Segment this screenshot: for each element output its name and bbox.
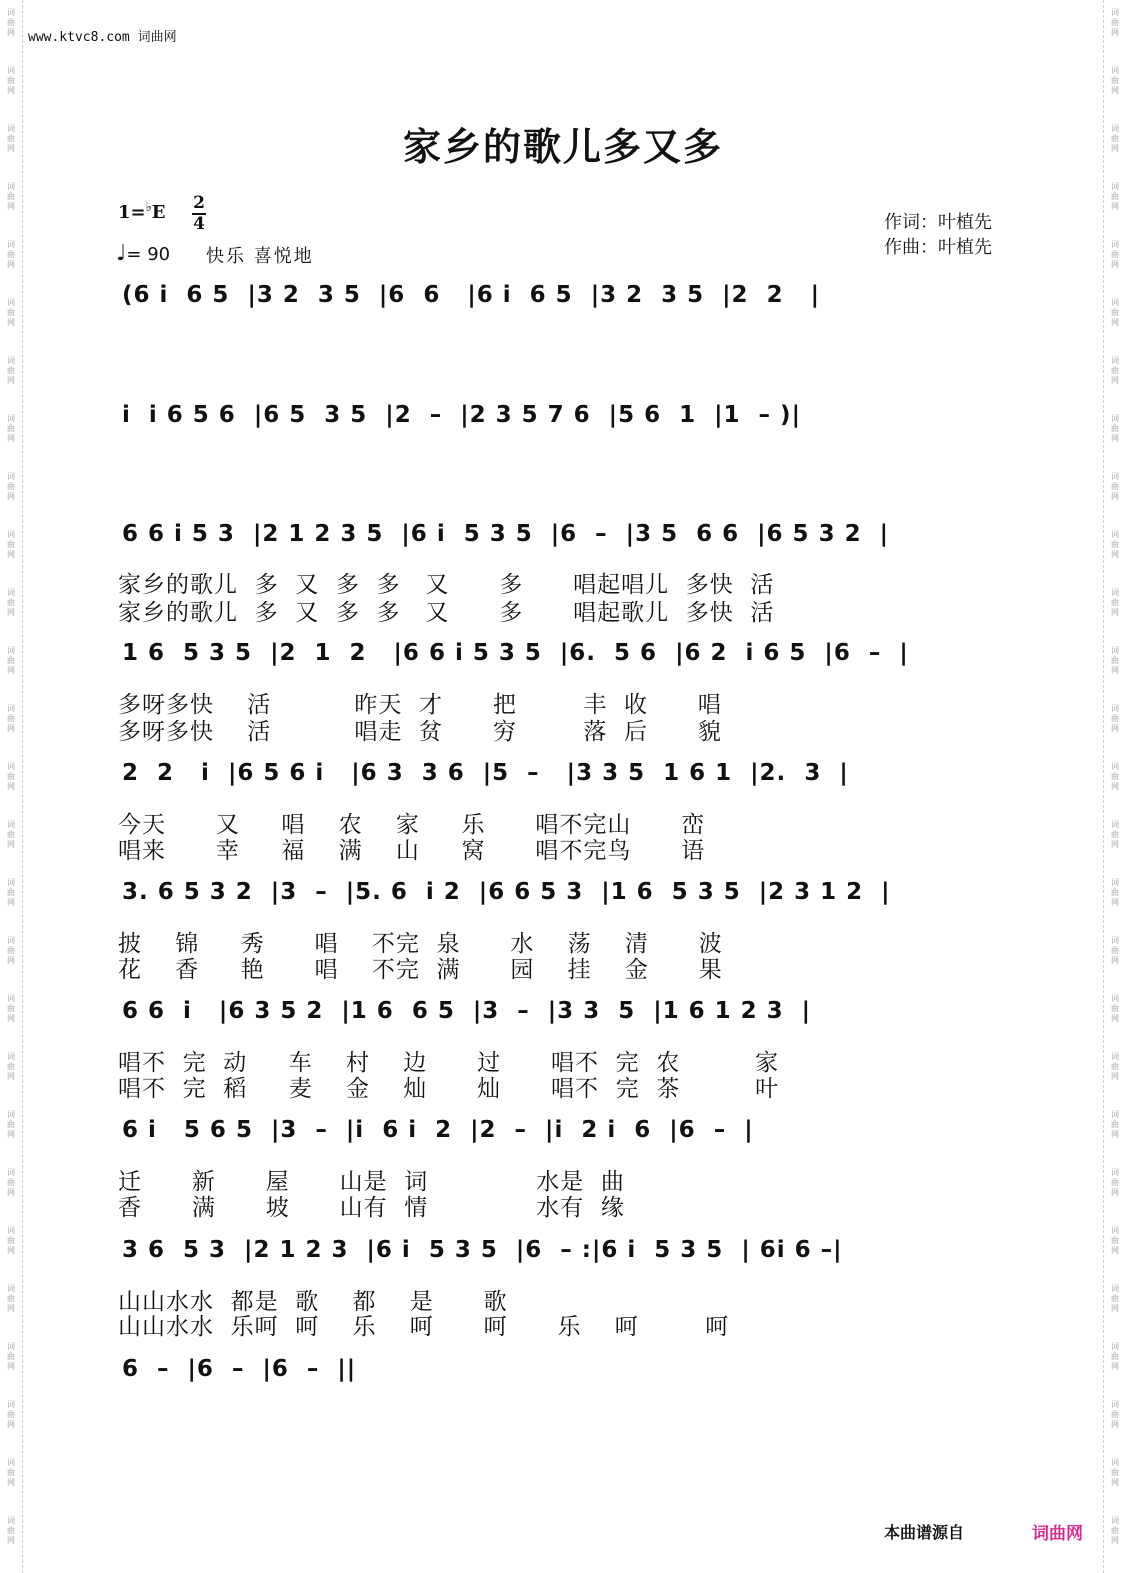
notation-row: 3 6 5 3 |2 1 2 3 |6 i 5 3 5 |6 – :|6 i 5 3 5 | 6i 6 –| (122, 1237, 843, 1263)
footer-brand-link[interactable]: 词曲网 (1032, 1524, 1083, 1544)
watermark-text: 词 曲 网 (7, 1110, 15, 1139)
quarter-note-icon: ♩ (116, 241, 127, 266)
watermark-text: 词 曲 网 (1111, 472, 1119, 501)
watermark-text: 词 曲 网 (1111, 1342, 1119, 1371)
watermark-text: 词 曲 网 (1111, 1168, 1119, 1197)
site-url[interactable]: www.ktvc8.com 词曲网 (28, 30, 177, 45)
watermark-text: 词 曲 网 (1111, 1226, 1119, 1255)
lyric-line: 唱不 完 稻 麦 金 灿 灿 唱不 完 茶 叶 (118, 1076, 780, 1102)
watermark-text: 词 曲 网 (1111, 182, 1119, 211)
lyric-line: 今天 又 唱 农 家 乐 唱不完山 峦 (118, 812, 706, 838)
lyric-line: 家乡的歌儿 多 又 多 多 又 多 唱起歌儿 多快 活 (118, 600, 775, 626)
lyric-line: 唱不 完 动 车 村 边 过 唱不 完 农 家 (118, 1050, 780, 1076)
watermark-text: 词 曲 网 (7, 66, 15, 95)
notation-row: (6 i 6 5 |3 2 3 5 |6 6 |6 i 6 5 |3 2 3 5 |2 2 | (122, 282, 820, 308)
flat-symbol: ♭ (145, 200, 152, 215)
watermark-text: 词 曲 网 (7, 472, 15, 501)
notation-row: i i 6 5 6 |6 5 3 5 |2 – |2 3 5 7 6 |5 6 1 |1 – )| (122, 402, 801, 428)
watermark-text: 词 曲 网 (7, 182, 15, 211)
watermark-text: 词 曲 网 (1111, 1284, 1119, 1313)
watermark-text: 词 曲 网 (7, 530, 15, 559)
key-letter: E (151, 202, 166, 223)
watermark-text: 词 曲 网 (7, 646, 15, 675)
watermark-text: 词 曲 网 (1111, 878, 1119, 907)
lyric-line: 家乡的歌儿 多 又 多 多 又 多 唱起唱儿 多快 活 (118, 572, 775, 598)
watermark-text: 词 曲 网 (7, 1226, 15, 1255)
watermark-text: 词 曲 网 (1111, 1458, 1119, 1487)
watermark-text: 词 曲 网 (1111, 240, 1119, 269)
watermark-text: 词 曲 网 (7, 1342, 15, 1371)
lyric-line: 香 满 坡 山有 情 水有 缘 (118, 1195, 625, 1221)
watermark-text: 词 曲 网 (7, 1400, 15, 1429)
notation-row: 1 6 5 3 5 |2 1 2 |6 6 i 5 3 5 |6. 5 6 |6 2 i 6 5 |6 – | (122, 640, 909, 666)
lyric-line: 唱来 幸 福 满 山 窝 唱不完鸟 语 (118, 838, 706, 864)
footer-source-label: 本曲谱源自 (884, 1523, 965, 1542)
notation-row: 2 2 i |6 5 6 i |6 3 3 6 |5 – |3 3 5 1 6 1 |2. 3 | (122, 760, 849, 786)
watermark-text: 词 曲 网 (1111, 414, 1119, 443)
watermark-text: 词 曲 网 (7, 240, 15, 269)
key-prefix: 1= (118, 202, 146, 223)
watermark-text: 词 曲 网 (1111, 8, 1119, 37)
lyricist-credit: 作词：叶植先 (884, 212, 992, 233)
notation-row: 6 i 5 6 5 |3 – |i 6 i 2 |2 – |i 2 i 6 |6 – | (122, 1117, 754, 1143)
watermark-text: 词 曲 网 (1111, 66, 1119, 95)
notation-row: 6 6 i |6 3 5 2 |1 6 6 5 |3 – |3 3 5 |1 6 1 2 3 | (122, 998, 812, 1024)
watermark-text: 词 曲 网 (7, 8, 15, 37)
watermark-text: 词 曲 网 (1111, 1052, 1119, 1081)
watermark-text: 词 曲 网 (1111, 646, 1119, 675)
watermark-text: 词 曲 网 (7, 820, 15, 849)
watermark-text: 词 曲 网 (1111, 1516, 1119, 1545)
watermark-text: 词 曲 网 (1111, 1110, 1119, 1139)
watermark-text: 词 曲 网 (7, 878, 15, 907)
watermark-text: 词 曲 网 (7, 704, 15, 733)
watermark-text: 词 曲 网 (1111, 530, 1119, 559)
watermark-text: 词 曲 网 (7, 1052, 15, 1081)
watermark-text: 词 曲 网 (7, 1168, 15, 1197)
song-title: 家乡的歌儿多又多 (402, 125, 723, 169)
lyric-line: 花 香 艳 唱 不完 满 园 挂 金 果 (118, 957, 723, 983)
watermark-text: 词 曲 网 (1111, 994, 1119, 1023)
watermark-text: 词 曲 网 (1111, 124, 1119, 153)
notation-row: 6 6 i 5 3 |2 1 2 3 5 |6 i 5 3 5 |6 – |3 5 6 6 |6 5 3 2 | (122, 521, 889, 547)
watermark-text: 词 曲 网 (7, 1516, 15, 1545)
watermark-text: 词 曲 网 (1111, 936, 1119, 965)
lyric-line: 多呀多快 活 昨天 才 把 丰 收 唱 (118, 692, 722, 718)
watermark-text: 词 曲 网 (1111, 704, 1119, 733)
watermark-text: 词 曲 网 (7, 298, 15, 327)
mood-marking: 快乐 喜悦地 (206, 246, 314, 267)
watermark-text: 词 曲 网 (7, 1458, 15, 1487)
watermark-text: 词 曲 网 (1111, 298, 1119, 327)
watermark-text: 词 曲 网 (1111, 762, 1119, 791)
lyric-line: 披 锦 秀 唱 不完 泉 水 荡 清 波 (118, 931, 723, 957)
watermark-text: 词 曲 网 (7, 414, 15, 443)
watermark-text: 词 曲 网 (1111, 820, 1119, 849)
tempo-bpm: = 90 (126, 244, 171, 265)
lyric-line: 迁 新 屋 山是 词 水是 曲 (118, 1169, 625, 1195)
watermark-text: 词 曲 网 (7, 356, 15, 385)
lyric-line: 多呀多快 活 唱走 贫 穷 落 后 貌 (118, 719, 722, 745)
composer-credit: 作曲：叶植先 (884, 237, 992, 258)
time-signature-bottom: 4 (193, 214, 205, 234)
watermark-text: 词 曲 网 (1111, 1400, 1119, 1429)
watermark-text: 词 曲 网 (7, 936, 15, 965)
time-signature-top: 2 (193, 193, 205, 213)
watermark-text: 词 曲 网 (7, 588, 15, 617)
notation-row: 6 – |6 – |6 – || (122, 1356, 357, 1382)
watermark-text: 词 曲 网 (1111, 356, 1119, 385)
watermark-text: 词 曲 网 (7, 994, 15, 1023)
watermark-text: 词 曲 网 (7, 762, 15, 791)
watermark-text: 词 曲 网 (7, 124, 15, 153)
notation-row: 3. 6 5 3 2 |3 – |5. 6 i 2 |6 6 5 3 |1 6 5 3 5 |2 3 1 2 | (122, 879, 891, 905)
lyric-line: 山山水水 都是 歌 都 是 歌 (118, 1289, 508, 1315)
watermark-text: 词 曲 网 (1111, 588, 1119, 617)
lyric-line: 山山水水 乐呵 呵 乐 呵 呵 乐 呵 呵 (118, 1314, 730, 1340)
watermark-text: 词 曲 网 (7, 1284, 15, 1313)
